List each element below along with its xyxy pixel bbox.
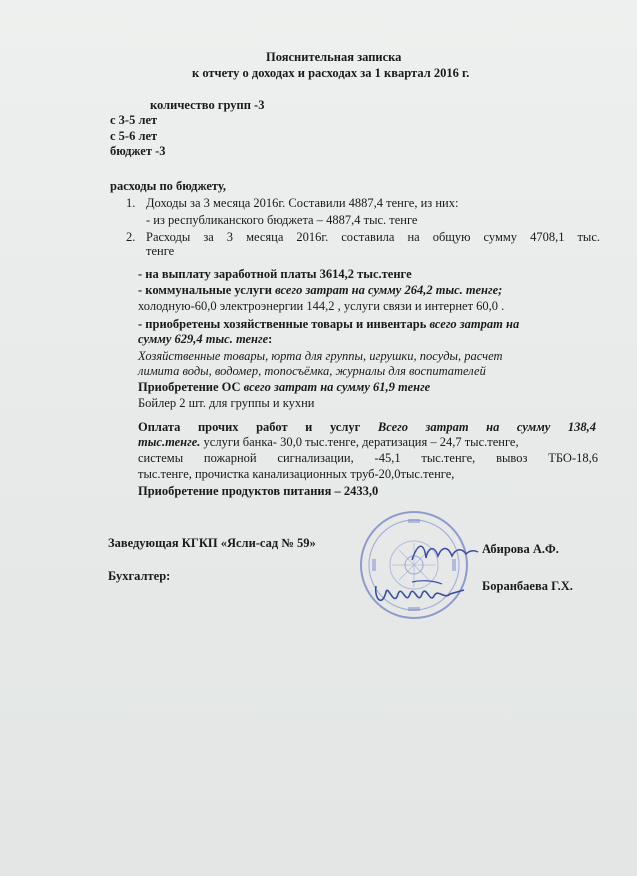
item-1-number: 1.: [126, 196, 136, 210]
utilities-label: - коммунальные услуги: [138, 283, 276, 297]
household-total-cont: сумму 629,4 тыс. тенге: [138, 332, 269, 346]
household-list-cont: лимита воды, водомер, топосъёмка, журналы для воспитателей: [138, 364, 486, 378]
utilities-total: всего затрат на сумму 264,2 тыс. тенге;: [275, 283, 503, 297]
utilities-line: [138, 283, 502, 297]
item-2-text-cont: тенге: [146, 244, 175, 258]
expenses-heading: расходы по бюджету,: [110, 179, 226, 193]
other-services-total: Всего затрат на сумму 138,4: [377, 420, 596, 434]
accountant-role: Бухгалтер:: [108, 569, 171, 583]
household-line: [138, 317, 519, 331]
head-name: Абирова А.Ф.: [482, 542, 559, 556]
food-purchase-line: Приобретение продуктов питания – 2433,0: [138, 484, 379, 498]
salary-line: - на выплату заработной платы 3614,2 тыс.тенге: [138, 267, 412, 281]
item-2-number: 2.: [126, 230, 136, 244]
age-group-1: с 3-5 лет: [110, 113, 158, 127]
household-label: - приобретены хозяйственные товары и инвентарь: [138, 317, 430, 331]
item-2-text: Расходы за 3 месяца 2016г. составила на общую сумму 4708,1 тыс.: [146, 230, 600, 244]
household-colon: :: [268, 332, 273, 346]
item-1-sub: - из республиканского бюджета – 4887,4 тыс. тенге: [146, 213, 418, 227]
other-services-unit: тыс.тенге.: [138, 435, 201, 449]
other-services-detail-2: системы пожарной сигнализации, -45,1 тыс.тенге, вывоз ТБО-18,6: [138, 451, 598, 465]
fixed-assets-detail: Бойлер 2 шт. для группы и кухни: [138, 396, 315, 410]
other-services-line-2: [138, 435, 519, 449]
accountant-signature: [372, 578, 468, 612]
other-services-label: Оплата прочих работ и услуг: [138, 420, 378, 434]
fixed-assets-line: [138, 380, 430, 394]
document-title: Пояснительная записка: [266, 50, 402, 64]
budget-count: бюджет -3: [110, 144, 166, 158]
household-line-2: [138, 332, 272, 346]
other-services-detail: услуги банка- 30,0 тыс.тенге, дератизация – 24,7 тыс.тенге,: [200, 435, 519, 449]
other-services-detail-3: тыс.тенге, прочистка канализационных труб-20,0тыс.тенге,: [138, 467, 455, 481]
household-total: всего затрат на: [429, 317, 520, 331]
document-subtitle: к отчету о доходах и расходах за 1 квартал 2016 г.: [192, 66, 470, 80]
accountant-name: Боранбаева Г.Х.: [482, 579, 573, 593]
head-signature: [410, 538, 480, 564]
groups-count: количество групп -3: [150, 98, 265, 112]
head-role: Заведующая КГКП «Ясли-сад № 59»: [108, 536, 316, 550]
fixed-assets-total: всего затрат на сумму 61,9 тенге: [243, 380, 431, 394]
utilities-detail: холодную-60,0 электроэнергии 144,2 , услуги связи и интернет 60,0 .: [138, 299, 505, 313]
age-group-2: с 5-6 лет: [110, 129, 158, 143]
household-list: Хозяйственные товары, юрта для группы, игрушки, посуды, расчет: [138, 349, 503, 363]
other-services-line: [138, 420, 596, 434]
item-1-text: Доходы за 3 месяца 2016г. Составили 4887,4 тенге, из них:: [146, 196, 459, 210]
fixed-assets-label: Приобретение ОС: [138, 380, 244, 394]
